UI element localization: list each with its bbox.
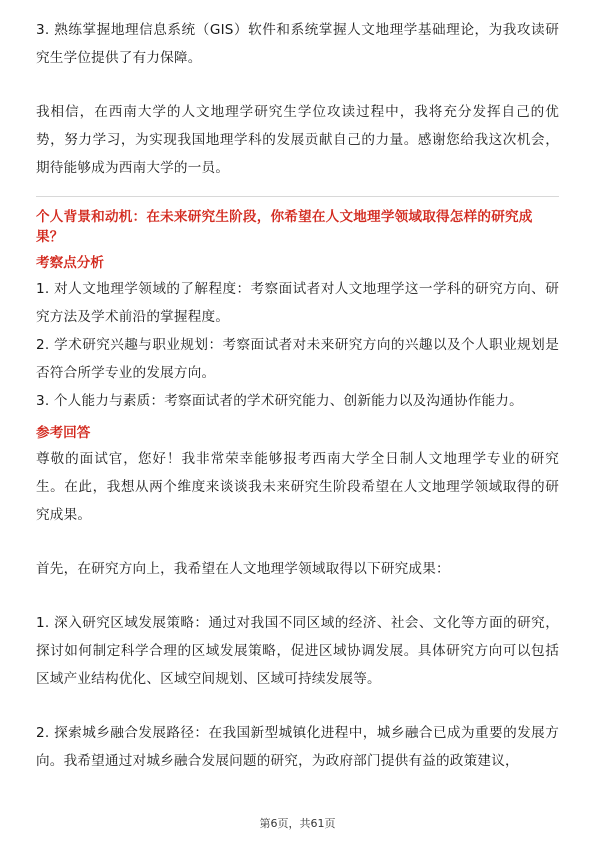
spacer bbox=[36, 693, 559, 719]
list-item: 2. 学术研究兴趣与职业规划：考察面试者对未来研究方向的兴趣以及个人职业规划是否符合所学专业的发展方向。 bbox=[36, 337, 559, 381]
list-item: 3. 个人能力与素质：考察面试者的学术研究能力、创新能力以及沟通协作能力。 bbox=[36, 393, 523, 409]
document-page bbox=[36, 16, 559, 775]
paragraph: 我相信，在西南大学的人文地理学研究生学位攻读过程中，我将充分发挥自己的优势，努力学习，为实现我国地理学科的发展贡献自己的力量。感谢您给我这次机会，期待能够成为西南大学的一员。 bbox=[36, 104, 559, 176]
list-item: 1. 深入研究区域发展策略：通过对我国不同区域的经济、社会、文化等方面的研究，探讨如何制定科学合理的区域发展策略，促进区域协调发展。具体研究方向可以包括区域产业结构优化、区域空间规划、区域可持续发展等。 bbox=[36, 615, 559, 687]
analysis-title: 考察点分析 bbox=[36, 255, 104, 271]
paragraph: 尊敬的面试官，您好！我非常荣幸能够报考西南大学全日制人文地理学专业的研究生。在此，我想从两个维度来谈谈我未来研究生阶段希望在人文地理学领域取得的研究成果。 bbox=[36, 451, 559, 523]
spacer bbox=[36, 182, 559, 196]
list-item: 1. 对人文地理学领域的了解程度：考察面试者对人文地理学这一学科的研究方向、研究方法及学术前沿的掌握程度。 bbox=[36, 281, 559, 325]
spacer bbox=[36, 529, 559, 555]
paragraph: 首先，在研究方向上，我希望在人文地理学领域取得以下研究成果： bbox=[36, 561, 450, 577]
spacer bbox=[36, 583, 559, 609]
answer-title: 参考回答 bbox=[36, 425, 91, 441]
question-heading: 个人背景和动机：在未来研究生阶段，你希望在人文地理学领域取得怎样的研究成果？ bbox=[36, 209, 533, 245]
divider bbox=[36, 196, 559, 197]
page-footer: 第6页，共61页 bbox=[259, 817, 336, 830]
spacer bbox=[36, 72, 559, 98]
list-item: 2. 探索城乡融合发展路径：在我国新型城镇化进程中，城乡融合已成为重要的发展方向。我希望通过对城乡融合发展问题的研究，为政府部门提供有益的政策建议， bbox=[36, 725, 559, 769]
list-item: 3. 熟练掌握地理信息系统（GIS）软件和系统掌握人文地理学基础理论，为我攻读研究生学位提供了有力保障。 bbox=[36, 22, 559, 66]
